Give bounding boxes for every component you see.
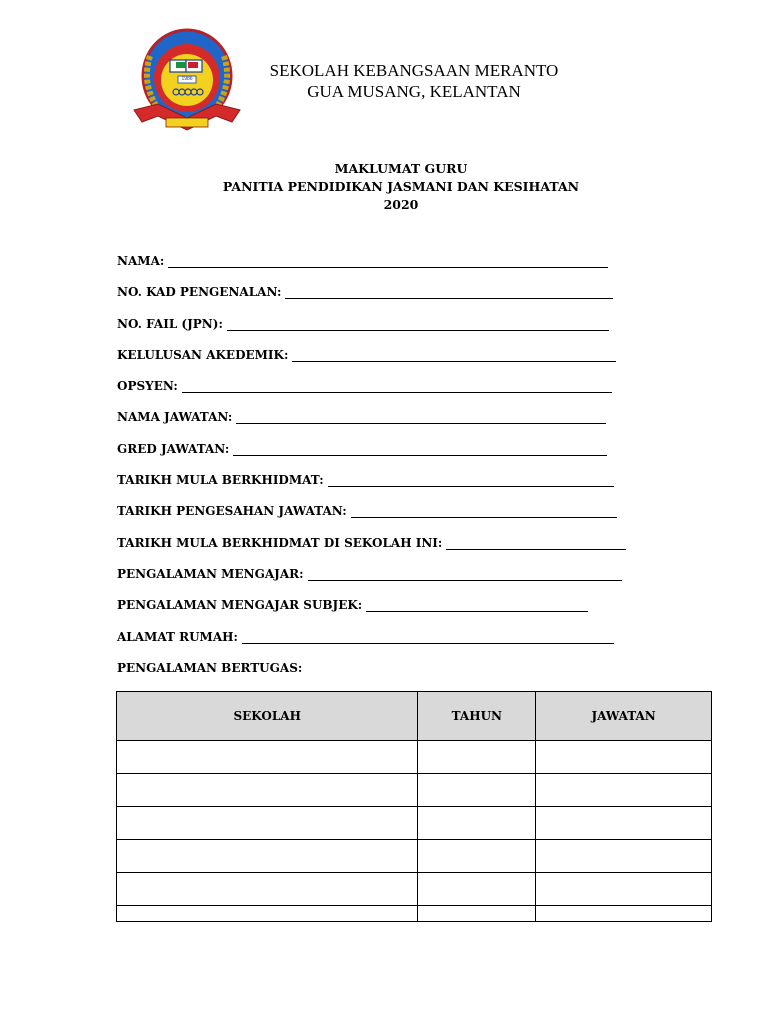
- field-blank-line[interactable]: [236, 411, 606, 424]
- table-cell[interactable]: [117, 873, 418, 906]
- field-blank-line[interactable]: [308, 568, 622, 581]
- field-blank-line[interactable]: [233, 443, 607, 456]
- table-cell[interactable]: [117, 906, 418, 922]
- column-header-jawatan: JAWATAN: [536, 692, 712, 741]
- table-cell[interactable]: [536, 873, 712, 906]
- field-alamat-rumah: [117, 626, 614, 644]
- field-tarikh-pengesahan-jawatan: [117, 500, 617, 518]
- field-opsyen: [117, 375, 612, 393]
- table-row: [117, 807, 712, 840]
- field-label: GRED JAWATAN:: [117, 442, 230, 456]
- field-tarikh-mula-berkhidmat-sekolah: [117, 532, 626, 550]
- field-blank-line[interactable]: [227, 318, 609, 331]
- field-label: KELULUSAN AKEDEMIK:: [117, 348, 289, 362]
- table-cell[interactable]: [536, 906, 712, 922]
- experience-table: [116, 691, 712, 922]
- table-cell[interactable]: [117, 774, 418, 807]
- field-blank-line[interactable]: [285, 286, 613, 299]
- column-header-sekolah: SEKOLAH: [117, 692, 418, 741]
- table-row: [117, 906, 712, 922]
- field-blank-line[interactable]: [446, 537, 626, 550]
- table-cell[interactable]: [536, 774, 712, 807]
- field-label: TARIKH MULA BERKHIDMAT:: [117, 473, 324, 487]
- field-tarikh-mula-berkhidmat: [117, 469, 614, 487]
- field-no-kad-pengenalan: [117, 281, 613, 299]
- field-label: OPSYEN:: [117, 379, 178, 393]
- field-blank-line[interactable]: [366, 599, 588, 612]
- table-cell[interactable]: [418, 873, 536, 906]
- table-cell[interactable]: [536, 807, 712, 840]
- field-blank-line[interactable]: [328, 474, 614, 487]
- field-label: NO. KAD PENGENALAN:: [117, 285, 282, 299]
- field-label: ALAMAT RUMAH:: [117, 630, 238, 644]
- table-cell[interactable]: [536, 741, 712, 774]
- field-label: NAMA JAWATAN:: [117, 410, 233, 424]
- logo-year: 1986: [181, 76, 193, 82]
- field-gred-jawatan: [117, 438, 607, 456]
- field-blank-line[interactable]: [351, 505, 617, 518]
- table-cell[interactable]: [418, 807, 536, 840]
- field-label: TARIKH PENGESAHAN JAWATAN:: [117, 504, 347, 518]
- table-cell[interactable]: [418, 741, 536, 774]
- field-label: TARIKH MULA BERKHIDMAT DI SEKOLAH INI:: [117, 536, 443, 550]
- table-row: [117, 741, 712, 774]
- field-blank-line[interactable]: [242, 631, 614, 644]
- field-blank-line[interactable]: [168, 255, 608, 268]
- table-row: [117, 774, 712, 807]
- table-cell[interactable]: [418, 906, 536, 922]
- table-cell[interactable]: [117, 807, 418, 840]
- school-name: SEKOLAH KEBANGSAAN MERANTO: [269, 61, 559, 80]
- column-header-tahun: TAHUN: [418, 692, 536, 741]
- title-line-2: PANITIA PENDIDIKAN JASMANI DAN KESIHATAN: [222, 179, 580, 194]
- table-header-row: [117, 692, 712, 741]
- field-label: PENGALAMAN MENGAJAR:: [117, 567, 304, 581]
- table-row: [117, 840, 712, 873]
- school-location: GUA MUSANG, KELANTAN: [307, 82, 521, 101]
- table-cell[interactable]: [117, 741, 418, 774]
- school-crest-logo: [128, 26, 246, 142]
- table-row: [117, 873, 712, 906]
- field-kelulusan-akedemik: [117, 344, 616, 362]
- table-cell[interactable]: [117, 840, 418, 873]
- experience-label: PENGALAMAN BERTUGAS:: [117, 661, 303, 675]
- table-cell[interactable]: [418, 840, 536, 873]
- table-cell[interactable]: [536, 840, 712, 873]
- title-line-3: 2020: [383, 197, 419, 212]
- field-label: NAMA:: [117, 254, 165, 268]
- field-no-fail: [117, 313, 609, 331]
- document-title: [216, 160, 586, 214]
- title-line-1: MAKLUMAT GURU: [334, 161, 468, 176]
- field-blank-line[interactable]: [292, 349, 616, 362]
- field-pengalaman-mengajar-subjek: [117, 594, 588, 612]
- field-pengalaman-mengajar: [117, 563, 622, 581]
- field-nama: [117, 250, 608, 268]
- school-header: [254, 60, 574, 102]
- table-cell[interactable]: [418, 774, 536, 807]
- field-label: NO. FAIL (JPN):: [117, 317, 223, 331]
- field-nama-jawatan: [117, 406, 606, 424]
- field-label: PENGALAMAN MENGAJAR SUBJEK:: [117, 598, 363, 612]
- field-blank-line[interactable]: [182, 380, 612, 393]
- experience-heading: [117, 657, 302, 675]
